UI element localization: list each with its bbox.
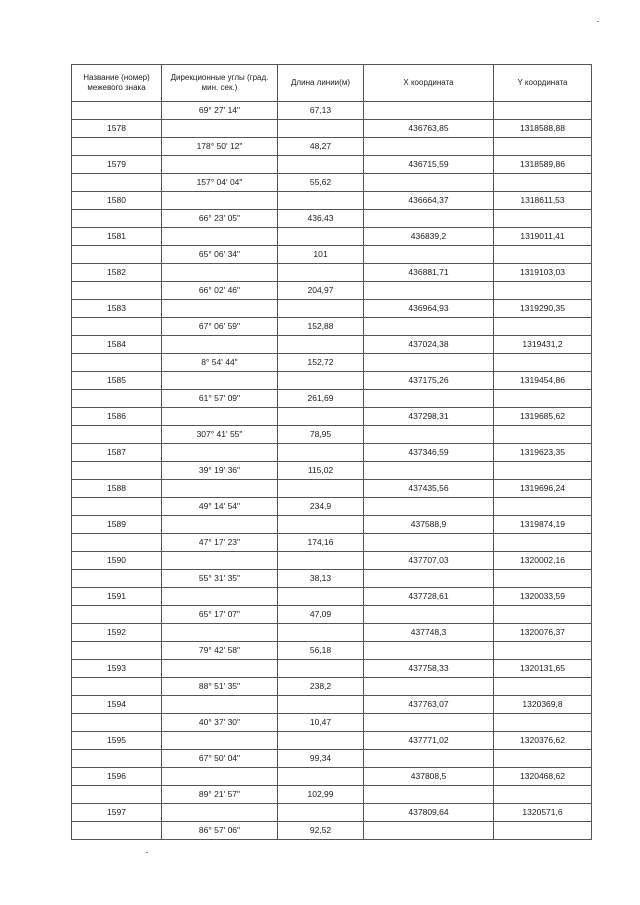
empty-x-cell bbox=[364, 534, 494, 552]
empty-y-cell bbox=[494, 354, 592, 372]
x-coordinate-cell: 436839,2 bbox=[364, 228, 494, 246]
table-row-marker bbox=[72, 120, 592, 138]
empty-angle-cell bbox=[162, 516, 278, 534]
table-body bbox=[72, 102, 592, 840]
marker-name-cell: 1596 bbox=[72, 768, 162, 786]
header-y-coordinate: Y координата bbox=[494, 65, 592, 102]
empty-name-cell bbox=[72, 678, 162, 696]
table-row-marker bbox=[72, 264, 592, 282]
x-coordinate-cell: 437763,07 bbox=[364, 696, 494, 714]
x-coordinate-cell: 437346,59 bbox=[364, 444, 494, 462]
empty-name-cell bbox=[72, 642, 162, 660]
table-row-marker bbox=[72, 552, 592, 570]
empty-y-cell bbox=[494, 606, 592, 624]
empty-name-cell bbox=[72, 282, 162, 300]
empty-angle-cell bbox=[162, 300, 278, 318]
x-coordinate-cell: 436715,59 bbox=[364, 156, 494, 174]
marker-name-cell: 1594 bbox=[72, 696, 162, 714]
table-row-marker bbox=[72, 336, 592, 354]
empty-y-cell bbox=[494, 102, 592, 120]
y-coordinate-cell: 1320131,65 bbox=[494, 660, 592, 678]
empty-angle-cell bbox=[162, 408, 278, 426]
line-length-cell: 152,72 bbox=[278, 354, 364, 372]
table-row-segment bbox=[72, 318, 592, 336]
empty-y-cell bbox=[494, 534, 592, 552]
y-coordinate-cell: 1319696,24 bbox=[494, 480, 592, 498]
empty-name-cell bbox=[72, 102, 162, 120]
line-length-cell: 92,52 bbox=[278, 822, 364, 840]
table-row-segment bbox=[72, 750, 592, 768]
empty-name-cell bbox=[72, 786, 162, 804]
empty-angle-cell bbox=[162, 120, 278, 138]
x-coordinate-cell: 436763,85 bbox=[364, 120, 494, 138]
empty-name-cell bbox=[72, 138, 162, 156]
table-row-marker bbox=[72, 228, 592, 246]
direction-angle-cell: 55° 31' 35" bbox=[162, 570, 278, 588]
empty-x-cell bbox=[364, 498, 494, 516]
empty-length-cell bbox=[278, 516, 364, 534]
empty-name-cell bbox=[72, 498, 162, 516]
y-coordinate-cell: 1319431,2 bbox=[494, 336, 592, 354]
y-coordinate-cell: 1319623,35 bbox=[494, 444, 592, 462]
empty-name-cell bbox=[72, 534, 162, 552]
marker-name-cell: 1597 bbox=[72, 804, 162, 822]
table-row-segment bbox=[72, 822, 592, 840]
y-coordinate-cell: 1320076,37 bbox=[494, 624, 592, 642]
empty-name-cell bbox=[72, 750, 162, 768]
x-coordinate-cell: 437771,02 bbox=[364, 732, 494, 750]
empty-angle-cell bbox=[162, 444, 278, 462]
line-length-cell: 67,13 bbox=[278, 102, 364, 120]
marker-name-cell: 1591 bbox=[72, 588, 162, 606]
line-length-cell: 238,2 bbox=[278, 678, 364, 696]
empty-length-cell bbox=[278, 264, 364, 282]
empty-x-cell bbox=[364, 750, 494, 768]
table-row-segment bbox=[72, 678, 592, 696]
scan-speck bbox=[597, 21, 599, 22]
table-header-row bbox=[72, 65, 592, 102]
empty-y-cell bbox=[494, 714, 592, 732]
line-length-cell: 101 bbox=[278, 246, 364, 264]
empty-name-cell bbox=[72, 210, 162, 228]
table-row-segment bbox=[72, 642, 592, 660]
y-coordinate-cell: 1319290,35 bbox=[494, 300, 592, 318]
y-coordinate-cell: 1320571,6 bbox=[494, 804, 592, 822]
empty-length-cell bbox=[278, 336, 364, 354]
empty-angle-cell bbox=[162, 768, 278, 786]
marker-name-cell: 1582 bbox=[72, 264, 162, 282]
table-row-segment bbox=[72, 426, 592, 444]
empty-y-cell bbox=[494, 390, 592, 408]
table-row-marker bbox=[72, 588, 592, 606]
direction-angle-cell: 49° 14' 54" bbox=[162, 498, 278, 516]
empty-length-cell bbox=[278, 300, 364, 318]
x-coordinate-cell: 437808,5 bbox=[364, 768, 494, 786]
y-coordinate-cell: 1319685,62 bbox=[494, 408, 592, 426]
direction-angle-cell: 69° 27' 14" bbox=[162, 102, 278, 120]
table-row-segment bbox=[72, 570, 592, 588]
x-coordinate-cell: 437707,03 bbox=[364, 552, 494, 570]
empty-x-cell bbox=[364, 210, 494, 228]
empty-name-cell bbox=[72, 570, 162, 588]
y-coordinate-cell: 1319103,03 bbox=[494, 264, 592, 282]
table-row-segment bbox=[72, 354, 592, 372]
x-coordinate-cell: 437588,9 bbox=[364, 516, 494, 534]
direction-angle-cell: 65° 06' 34" bbox=[162, 246, 278, 264]
x-coordinate-cell: 436881,71 bbox=[364, 264, 494, 282]
line-length-cell: 234,9 bbox=[278, 498, 364, 516]
table-row-marker bbox=[72, 408, 592, 426]
empty-x-cell bbox=[364, 462, 494, 480]
direction-angle-cell: 307° 41' 55" bbox=[162, 426, 278, 444]
empty-x-cell bbox=[364, 426, 494, 444]
direction-angle-cell: 47° 17' 23" bbox=[162, 534, 278, 552]
y-coordinate-cell: 1319874,19 bbox=[494, 516, 592, 534]
empty-x-cell bbox=[364, 282, 494, 300]
y-coordinate-cell: 1320468,62 bbox=[494, 768, 592, 786]
empty-length-cell bbox=[278, 120, 364, 138]
empty-x-cell bbox=[364, 174, 494, 192]
empty-angle-cell bbox=[162, 732, 278, 750]
empty-x-cell bbox=[364, 390, 494, 408]
header-line-length: Длина линии(м) bbox=[278, 65, 364, 102]
direction-angle-cell: 61° 57' 09" bbox=[162, 390, 278, 408]
empty-name-cell bbox=[72, 246, 162, 264]
direction-angle-cell: 39° 19' 36" bbox=[162, 462, 278, 480]
table-row-marker bbox=[72, 696, 592, 714]
empty-angle-cell bbox=[162, 804, 278, 822]
table-row-marker bbox=[72, 768, 592, 786]
scan-speck bbox=[146, 852, 148, 853]
table-row-marker bbox=[72, 444, 592, 462]
x-coordinate-cell: 436964,93 bbox=[364, 300, 494, 318]
marker-name-cell: 1586 bbox=[72, 408, 162, 426]
marker-name-cell: 1585 bbox=[72, 372, 162, 390]
table-row-marker bbox=[72, 624, 592, 642]
table-row-segment bbox=[72, 246, 592, 264]
empty-length-cell bbox=[278, 408, 364, 426]
empty-length-cell bbox=[278, 552, 364, 570]
marker-name-cell: 1583 bbox=[72, 300, 162, 318]
empty-x-cell bbox=[364, 642, 494, 660]
empty-angle-cell bbox=[162, 696, 278, 714]
direction-angle-cell: 40° 37' 30" bbox=[162, 714, 278, 732]
direction-angle-cell: 157° 04' 04" bbox=[162, 174, 278, 192]
direction-angle-cell: 88° 51' 35" bbox=[162, 678, 278, 696]
line-length-cell: 56,18 bbox=[278, 642, 364, 660]
empty-y-cell bbox=[494, 570, 592, 588]
empty-name-cell bbox=[72, 426, 162, 444]
table-row-segment bbox=[72, 606, 592, 624]
marker-name-cell: 1593 bbox=[72, 660, 162, 678]
table-row-marker bbox=[72, 804, 592, 822]
empty-length-cell bbox=[278, 480, 364, 498]
line-length-cell: 115,02 bbox=[278, 462, 364, 480]
line-length-cell: 174,16 bbox=[278, 534, 364, 552]
empty-angle-cell bbox=[162, 372, 278, 390]
table-row-segment bbox=[72, 174, 592, 192]
table-row-marker bbox=[72, 732, 592, 750]
y-coordinate-cell: 1318588,88 bbox=[494, 120, 592, 138]
empty-angle-cell bbox=[162, 624, 278, 642]
empty-x-cell bbox=[364, 786, 494, 804]
direction-angle-cell: 66° 02' 46" bbox=[162, 282, 278, 300]
x-coordinate-cell: 437435,56 bbox=[364, 480, 494, 498]
direction-angle-cell: 89° 21' 57" bbox=[162, 786, 278, 804]
y-coordinate-cell: 1320369,8 bbox=[494, 696, 592, 714]
table-row-marker bbox=[72, 660, 592, 678]
table-row-segment bbox=[72, 210, 592, 228]
line-length-cell: 48,27 bbox=[278, 138, 364, 156]
empty-name-cell bbox=[72, 390, 162, 408]
x-coordinate-cell: 437298,31 bbox=[364, 408, 494, 426]
empty-x-cell bbox=[364, 354, 494, 372]
x-coordinate-cell: 437758,33 bbox=[364, 660, 494, 678]
x-coordinate-cell: 437809,64 bbox=[364, 804, 494, 822]
empty-x-cell bbox=[364, 102, 494, 120]
line-length-cell: 204,97 bbox=[278, 282, 364, 300]
y-coordinate-cell: 1318589,86 bbox=[494, 156, 592, 174]
empty-length-cell bbox=[278, 156, 364, 174]
x-coordinate-cell: 437175,26 bbox=[364, 372, 494, 390]
line-length-cell: 10,47 bbox=[278, 714, 364, 732]
empty-x-cell bbox=[364, 318, 494, 336]
table-row-segment bbox=[72, 138, 592, 156]
table-row-segment bbox=[72, 102, 592, 120]
x-coordinate-cell: 437748,3 bbox=[364, 624, 494, 642]
table-row-segment bbox=[72, 462, 592, 480]
marker-name-cell: 1588 bbox=[72, 480, 162, 498]
marker-name-cell: 1584 bbox=[72, 336, 162, 354]
empty-x-cell bbox=[364, 606, 494, 624]
direction-angle-cell: 79° 42' 58" bbox=[162, 642, 278, 660]
marker-name-cell: 1579 bbox=[72, 156, 162, 174]
line-length-cell: 38,13 bbox=[278, 570, 364, 588]
empty-angle-cell bbox=[162, 336, 278, 354]
empty-y-cell bbox=[494, 750, 592, 768]
table-row-marker bbox=[72, 300, 592, 318]
empty-name-cell bbox=[72, 714, 162, 732]
empty-x-cell bbox=[364, 714, 494, 732]
empty-angle-cell bbox=[162, 156, 278, 174]
table-row-marker bbox=[72, 480, 592, 498]
y-coordinate-cell: 1319454,86 bbox=[494, 372, 592, 390]
direction-angle-cell: 66° 23' 05" bbox=[162, 210, 278, 228]
line-length-cell: 261,69 bbox=[278, 390, 364, 408]
empty-length-cell bbox=[278, 768, 364, 786]
empty-name-cell bbox=[72, 354, 162, 372]
header-x-coordinate: X координата bbox=[364, 65, 494, 102]
empty-angle-cell bbox=[162, 660, 278, 678]
empty-angle-cell bbox=[162, 228, 278, 246]
y-coordinate-cell: 1319011,41 bbox=[494, 228, 592, 246]
empty-y-cell bbox=[494, 174, 592, 192]
empty-angle-cell bbox=[162, 588, 278, 606]
line-length-cell: 102,99 bbox=[278, 786, 364, 804]
table-row-segment bbox=[72, 714, 592, 732]
empty-y-cell bbox=[494, 786, 592, 804]
line-length-cell: 47,09 bbox=[278, 606, 364, 624]
empty-y-cell bbox=[494, 318, 592, 336]
marker-name-cell: 1590 bbox=[72, 552, 162, 570]
empty-length-cell bbox=[278, 804, 364, 822]
empty-y-cell bbox=[494, 138, 592, 156]
table-row-marker bbox=[72, 156, 592, 174]
table-row-segment bbox=[72, 534, 592, 552]
empty-name-cell bbox=[72, 462, 162, 480]
marker-name-cell: 1592 bbox=[72, 624, 162, 642]
marker-name-cell: 1587 bbox=[72, 444, 162, 462]
direction-angle-cell: 86° 57' 06" bbox=[162, 822, 278, 840]
empty-name-cell bbox=[72, 606, 162, 624]
direction-angle-cell: 65° 17' 07" bbox=[162, 606, 278, 624]
x-coordinate-cell: 436664,37 bbox=[364, 192, 494, 210]
direction-angle-cell: 178° 50' 12" bbox=[162, 138, 278, 156]
empty-x-cell bbox=[364, 246, 494, 264]
marker-name-cell: 1589 bbox=[72, 516, 162, 534]
line-length-cell: 78,95 bbox=[278, 426, 364, 444]
empty-y-cell bbox=[494, 282, 592, 300]
direction-angle-cell: 67° 06' 59" bbox=[162, 318, 278, 336]
table-row-segment bbox=[72, 282, 592, 300]
empty-length-cell bbox=[278, 444, 364, 462]
table-row-segment bbox=[72, 786, 592, 804]
y-coordinate-cell: 1320376,62 bbox=[494, 732, 592, 750]
empty-y-cell bbox=[494, 642, 592, 660]
empty-name-cell bbox=[72, 822, 162, 840]
marker-name-cell: 1581 bbox=[72, 228, 162, 246]
header-marker-name: Название (номер) межевого знака bbox=[72, 65, 162, 102]
line-length-cell: 436,43 bbox=[278, 210, 364, 228]
marker-name-cell: 1595 bbox=[72, 732, 162, 750]
empty-x-cell bbox=[364, 570, 494, 588]
table-row-marker bbox=[72, 372, 592, 390]
empty-length-cell bbox=[278, 624, 364, 642]
empty-length-cell bbox=[278, 696, 364, 714]
empty-angle-cell bbox=[162, 552, 278, 570]
marker-name-cell: 1580 bbox=[72, 192, 162, 210]
empty-y-cell bbox=[494, 246, 592, 264]
line-length-cell: 152,88 bbox=[278, 318, 364, 336]
empty-length-cell bbox=[278, 228, 364, 246]
table-row-segment bbox=[72, 390, 592, 408]
header-direction-angle: Дирекционные углы (град. мин. сек.) bbox=[162, 65, 278, 102]
empty-x-cell bbox=[364, 678, 494, 696]
line-length-cell: 99,34 bbox=[278, 750, 364, 768]
empty-length-cell bbox=[278, 372, 364, 390]
direction-angle-cell: 67° 50' 04" bbox=[162, 750, 278, 768]
empty-x-cell bbox=[364, 138, 494, 156]
empty-y-cell bbox=[494, 498, 592, 516]
empty-angle-cell bbox=[162, 192, 278, 210]
empty-name-cell bbox=[72, 174, 162, 192]
empty-length-cell bbox=[278, 660, 364, 678]
empty-y-cell bbox=[494, 678, 592, 696]
x-coordinate-cell: 437024,38 bbox=[364, 336, 494, 354]
empty-length-cell bbox=[278, 192, 364, 210]
y-coordinate-cell: 1320002,16 bbox=[494, 552, 592, 570]
empty-angle-cell bbox=[162, 480, 278, 498]
table-row-marker bbox=[72, 192, 592, 210]
table-row-marker bbox=[72, 516, 592, 534]
empty-x-cell bbox=[364, 822, 494, 840]
empty-y-cell bbox=[494, 426, 592, 444]
direction-angle-cell: 8° 54' 44" bbox=[162, 354, 278, 372]
empty-y-cell bbox=[494, 462, 592, 480]
empty-y-cell bbox=[494, 822, 592, 840]
y-coordinate-cell: 1320033,59 bbox=[494, 588, 592, 606]
table-row-segment bbox=[72, 498, 592, 516]
boundary-coordinates-table bbox=[71, 64, 592, 840]
empty-length-cell bbox=[278, 732, 364, 750]
empty-name-cell bbox=[72, 318, 162, 336]
empty-y-cell bbox=[494, 210, 592, 228]
line-length-cell: 55,62 bbox=[278, 174, 364, 192]
empty-length-cell bbox=[278, 588, 364, 606]
marker-name-cell: 1578 bbox=[72, 120, 162, 138]
y-coordinate-cell: 1318611,53 bbox=[494, 192, 592, 210]
x-coordinate-cell: 437728,61 bbox=[364, 588, 494, 606]
empty-angle-cell bbox=[162, 264, 278, 282]
